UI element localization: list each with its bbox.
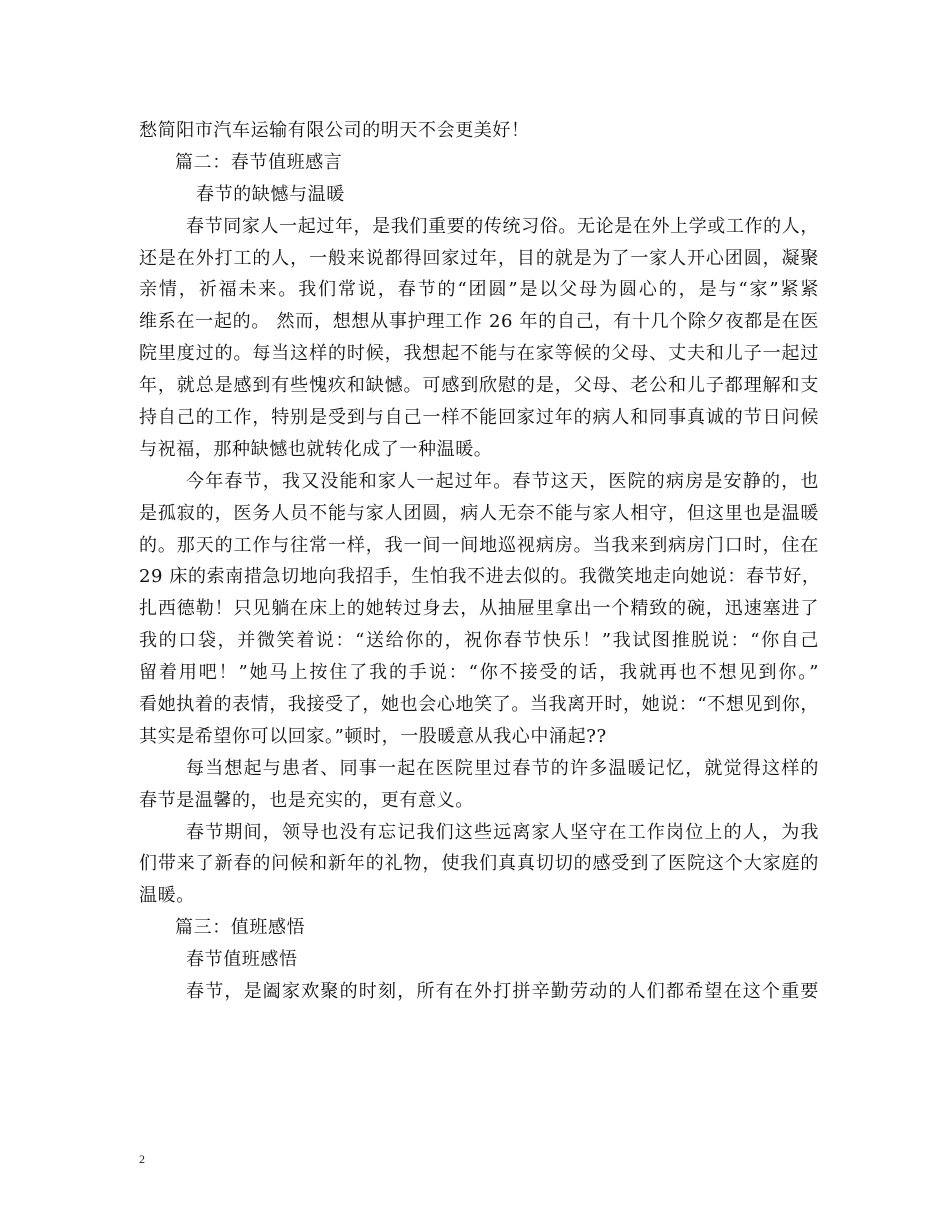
paragraph-line: 每当想起与患者、同事一起在医院里过春节的许多温暖记忆，就觉得这样的 bbox=[186, 757, 819, 779]
paragraph-line: 还是在外打工的人，一般来说都得回家过年，目的就是为了一家人开心团圆，凝聚 bbox=[139, 247, 819, 269]
paragraph-line: 今年春节，我又没能和家人一起过年。春节这天，医院的病房是安静的，也 bbox=[186, 470, 819, 492]
paragraph-line: 我的口袋，并微笑着说：“送给你的，祝你春节快乐！”我试图推脱说：“你自己 bbox=[139, 630, 819, 652]
paragraph-line: 亲情，祈福未来。我们常说，春节的“团圆”是以父母为圆心的，是与“家”紧紧 bbox=[139, 279, 819, 301]
document-body bbox=[139, 115, 819, 1008]
paragraph-line: 春节期间，领导也没有忘记我们这些远离家人坚守在工作岗位上的人，为我 bbox=[186, 821, 819, 843]
paragraph-line: 与祝福，那种缺憾也就转化成了一种温暖。 bbox=[139, 438, 493, 460]
paragraph-line: 春节是温馨的，也是充实的，更有意义。 bbox=[139, 789, 474, 811]
paragraph-line: 持自己的工作，特别是受到与自己一样不能回家过年的病人和同事真诚的节日问候 bbox=[139, 407, 819, 429]
section-heading: 篇二：春节值班感言 bbox=[175, 151, 343, 173]
section-heading: 篇三：值班感悟 bbox=[175, 917, 306, 939]
paragraph-line: 看她执着的表情，我接受了，她也会心地笑了。当我离开时，她说：“不想见到你， bbox=[139, 694, 819, 716]
article-title: 春节值班感悟 bbox=[186, 949, 298, 971]
text-line: 愁简阳市汽车运输有限公司的明天不会更美好！ bbox=[139, 120, 530, 141]
paragraph-line: 院里度过的。每当这样的时候，我想起不能与在家等候的父母、丈夫和儿子一起过 bbox=[139, 343, 819, 365]
paragraph-line: 是孤寂的，医务人员不能与家人团圆，病人无奈不能与家人相守，但这里也是温暖 bbox=[139, 502, 819, 524]
paragraph-line: 春节同家人一起过年，是我们重要的传统习俗。无论是在外上学或工作的人， bbox=[186, 215, 819, 237]
article-title: 春节的缺憾与温暖 bbox=[196, 183, 345, 205]
paragraph-line: 其实是希望你可以回家。”顿时，一股暖意从我心中涌起?? bbox=[139, 725, 607, 747]
paragraph-line: 温暖。 bbox=[139, 885, 195, 907]
paragraph-line: 扎西德勒！只见躺在床上的她转过身去，从抽屉里拿出一个精致的碗，迅速塞进了 bbox=[139, 598, 819, 620]
paragraph-line: 29 床的索南措急切地向我招手，生怕我不进去似的。我微笑地走向她说：春节好， bbox=[139, 566, 821, 588]
paragraph-line: 的。那天的工作与往常一样，我一间一间地巡视病房。当我来到病房门口时，住在 bbox=[139, 534, 819, 556]
paragraph-line: 春节，是阖家欢聚的时刻，所有在外打拼辛勤劳动的人们都希望在这个重要 bbox=[186, 981, 819, 1003]
paragraph-line: 留着用吧！”她马上按住了我的手说：“你不接受的话，我就再也不想见到你。” bbox=[139, 662, 819, 684]
paragraph-line: 维系在一起的。 然而，想想从事护理工作 26 年的自己，有十几个除夕夜都是在医 bbox=[139, 311, 819, 333]
paragraph-line: 们带来了新春的问候和新年的礼物，使我们真真切切的感受到了医院这个大家庭的 bbox=[139, 853, 819, 875]
paragraph-line: 年，就总是感到有些愧疚和缺憾。可感到欣慰的是，父母、老公和儿子都理解和支 bbox=[139, 375, 819, 397]
page-number: 2 bbox=[139, 1152, 145, 1166]
